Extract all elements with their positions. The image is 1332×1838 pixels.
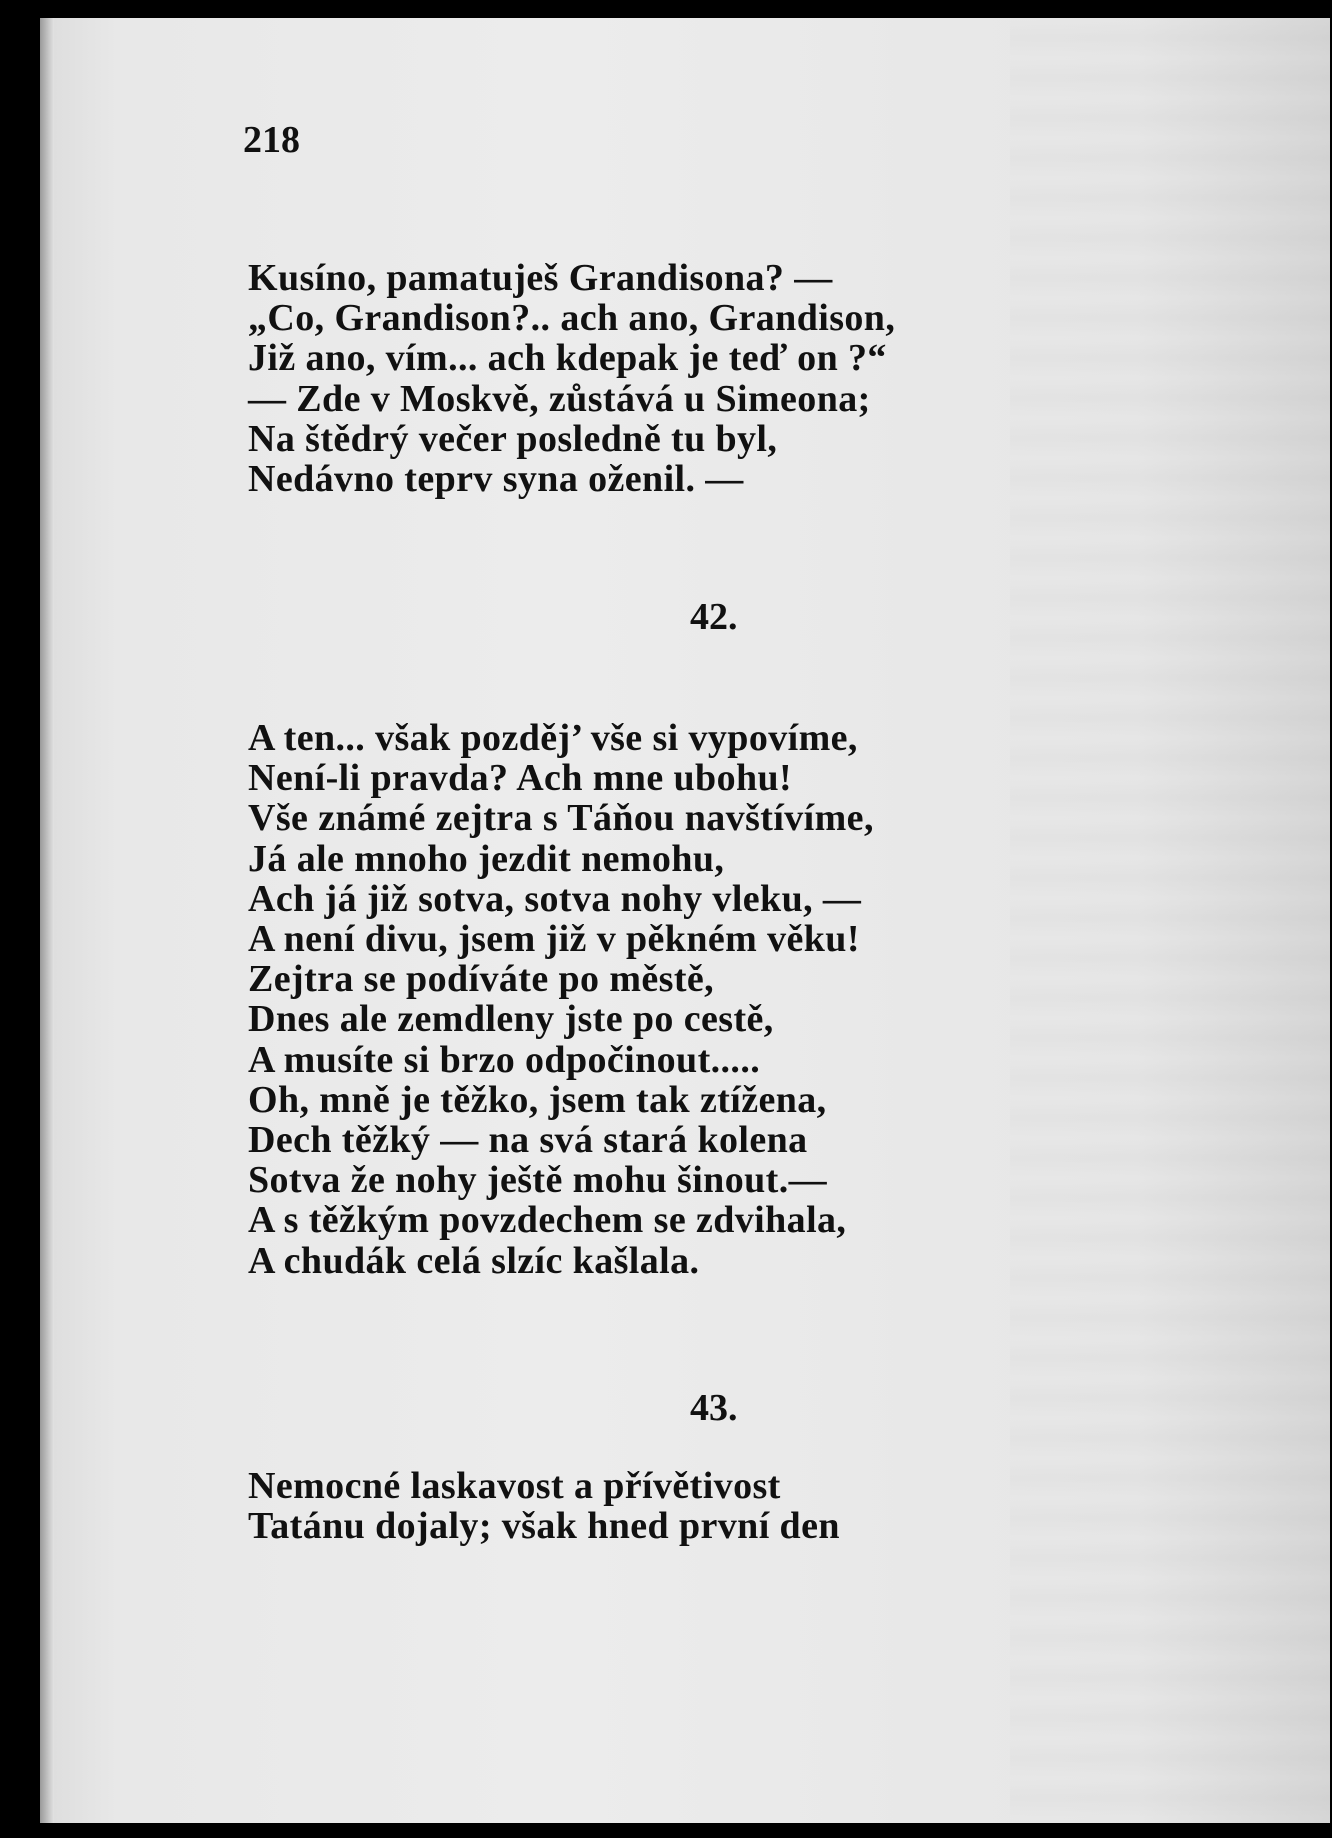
verse-line: Nemocné laskavost a přívětivost xyxy=(248,1465,781,1507)
verse-line: Dech těžký — na svá stará kolena xyxy=(248,1119,808,1162)
verse-line: Oh, mně je těžko, jsem tak ztížena, xyxy=(248,1078,827,1121)
verse-line: Není-li pravda? Ach mne ubohu! xyxy=(248,757,793,800)
verse-line: Vše známé zejtra s Táňou navštívíme, xyxy=(248,797,874,840)
verse-line: Tatánu dojaly; však hned první den xyxy=(248,1505,840,1548)
section-number-43: 43. xyxy=(690,1387,738,1429)
verse-line: Kusíno, pamatuješ Grandisona? — xyxy=(248,257,833,299)
verse-line: — Zde v Moskvě, zůstává u Simeona; xyxy=(248,377,871,420)
verse-line: Sotva že nohy ještě mohu šinout.— xyxy=(248,1159,828,1202)
verse-line: Na štědrý večer posledně tu byl, xyxy=(248,417,778,460)
stanza-continued xyxy=(248,258,895,499)
show-through-texture xyxy=(1010,18,1330,1823)
verse-line: Již ano, vím... ach kdepak je teď on ?“ xyxy=(248,337,887,380)
verse-line: Zejtra se podíváte po městě, xyxy=(248,958,715,1001)
stanza-43 xyxy=(248,1466,840,1546)
verse-line: Já ale mnoho jezdit nemohu, xyxy=(248,837,725,880)
book-page xyxy=(40,18,1330,1823)
verse-line: Ach já již sotva, sotva nohy vleku, — xyxy=(248,877,862,920)
page-number: 218 xyxy=(243,119,300,161)
verse-line: A chudák celá slzíc kašlala. xyxy=(248,1239,700,1282)
verse-line: Dnes ale zemdleny jste po cestě, xyxy=(248,998,774,1041)
verse-line: A s těžkým povzdechem se zdvihala, xyxy=(248,1199,847,1242)
verse-line: A musíte si brzo odpočinout..... xyxy=(248,1038,761,1081)
verse-line: A není divu, jsem již v pěkném věku! xyxy=(248,918,860,961)
section-number-42: 42. xyxy=(690,596,738,638)
verse-line: A ten... však pozděj’ vše si vypovíme, xyxy=(248,717,858,759)
verse-line: „Co, Grandison?.. ach ano, Grandison, xyxy=(248,297,896,340)
stanza-42 xyxy=(248,718,874,1281)
verse-line: Nedávno teprv syna oženil. — xyxy=(248,458,744,501)
